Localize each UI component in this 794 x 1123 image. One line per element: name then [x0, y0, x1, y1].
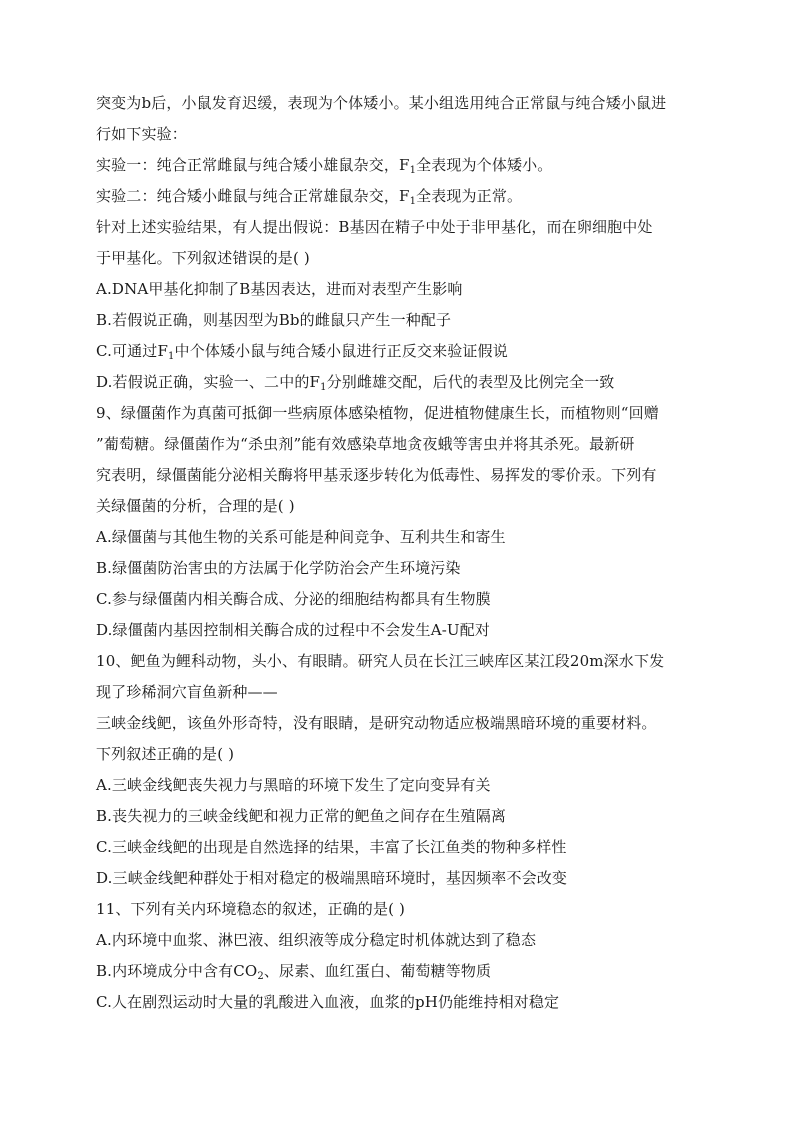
q8-text-line: 行如下实验： [96, 125, 187, 143]
q9-stem-line: ”葡萄糖。绿僵菌作为“杀虫剂”能有效感染草地贪夜蛾等害虫并将其杀死。最新研 [96, 435, 635, 453]
q8-option-b: B.若假说正确，则基因型为Bb的雌鼠只产生一种配子 [96, 311, 452, 329]
q10-stem-line: 三峡金线鲃，该鱼外形奇特，没有眼睛，是研究动物适应极端黑暗环境的重要材料。 [96, 714, 657, 732]
q10-option-a: A.三峡金线鲃丧失视力与黑暗的环境下发生了定向变异有关 [96, 776, 491, 794]
q11-stem-line: 11、下列有关内环境稳态的叙述，正确的是( ) [96, 900, 406, 918]
q8-option-d: D.若假说正确，实验一、二中的$F_1$分别雌雄交配，后代的表型及比例完全一致 [96, 373, 615, 393]
document-page [96, 88, 702, 1018]
q9-option-c: C.参与绿僵菌内相关酶合成、分泌的细胞结构都具有生物膜 [96, 590, 491, 608]
q8-hypothesis: 针对上述实验结果，有人提出假说：B基因在精子中处于非甲基化，而在卵细胞中处 [96, 218, 653, 236]
q10-stem-line: 下列叙述正确的是( ) [96, 745, 235, 763]
q11-option-c: C.人在剧烈运动时大量的乳酸进入血液，血浆的pH仍能维持相对稳定 [96, 993, 560, 1011]
q10-stem-line: 现了珍稀洞穴盲鱼新种—— [96, 683, 278, 701]
q9-stem-line: 究表明，绿僵菌能分泌相关酶将甲基汞逐步转化为低毒性、易挥发的零价汞。下列有 [96, 466, 657, 484]
q8-experiment-2: 实验二：纯合矮小雌鼠与纯合正常雄鼠杂交，$F_1$全表现为正常。 [96, 187, 523, 207]
q9-option-b: B.绿僵菌防治害虫的方法属于化学防治会产生环境污染 [96, 559, 461, 577]
q11-option-a: A.内环境中血浆、淋巴液、组织液等成分稳定时机体就达到了稳态 [96, 931, 537, 949]
q8-text-line: 突变为b后，小鼠发育迟缓，表现为个体矮小。某小组选用纯合正常鼠与纯合矮小鼠进 [96, 94, 667, 112]
q10-option-b: B.丧失视力的三峡金线鲃和视力正常的鲃鱼之间存在生殖隔离 [96, 807, 506, 825]
q10-option-c: C.三峡金线鲃的出现是自然选择的结果，丰富了长江鱼类的物种多样性 [96, 838, 567, 856]
q8-option-c: C.可通过$F_1$中个体矮小鼠与纯合矮小鼠进行正反交来验证假说 [96, 342, 508, 362]
q10-stem-line: 10、鲃鱼为鲤科动物，头小、有眼睛。研究人员在长江三峡库区某江段20m深水下发 [96, 652, 665, 670]
q10-option-d: D.三峡金线鲃种群处于相对稳定的极端黑暗环境时，基因频率不会改变 [96, 869, 568, 887]
q9-stem-line: 关绿僵菌的分析，合理的是( ) [96, 497, 295, 515]
q9-option-a: A.绿僵菌与其他生物的关系可能是种间竞争、互利共生和寄生 [96, 528, 506, 546]
q9-option-d: D.绿僵菌内基因控制相关酶合成的过程中不会发生A-U配对 [96, 621, 491, 639]
q8-option-a: A.DNA甲基化抑制了B基因表达，进而对表型产生影响 [96, 280, 463, 298]
q8-experiment-1: 实验一：纯合正常雌鼠与纯合矮小雄鼠杂交，$F_1$全表现为个体矮小。 [96, 156, 553, 176]
q11-option-b: B.内环境成分中含有$CO_2$、尿素、血红蛋白、葡萄糖等物质 [96, 962, 492, 982]
q8-question-stem: 于甲基化。下列叙述错误的是( ) [96, 249, 310, 267]
q9-stem-line: 9、绿僵菌作为真菌可抵御一些病原体感染植物，促进植物健康生长，而植物则“回赠 [96, 404, 659, 422]
